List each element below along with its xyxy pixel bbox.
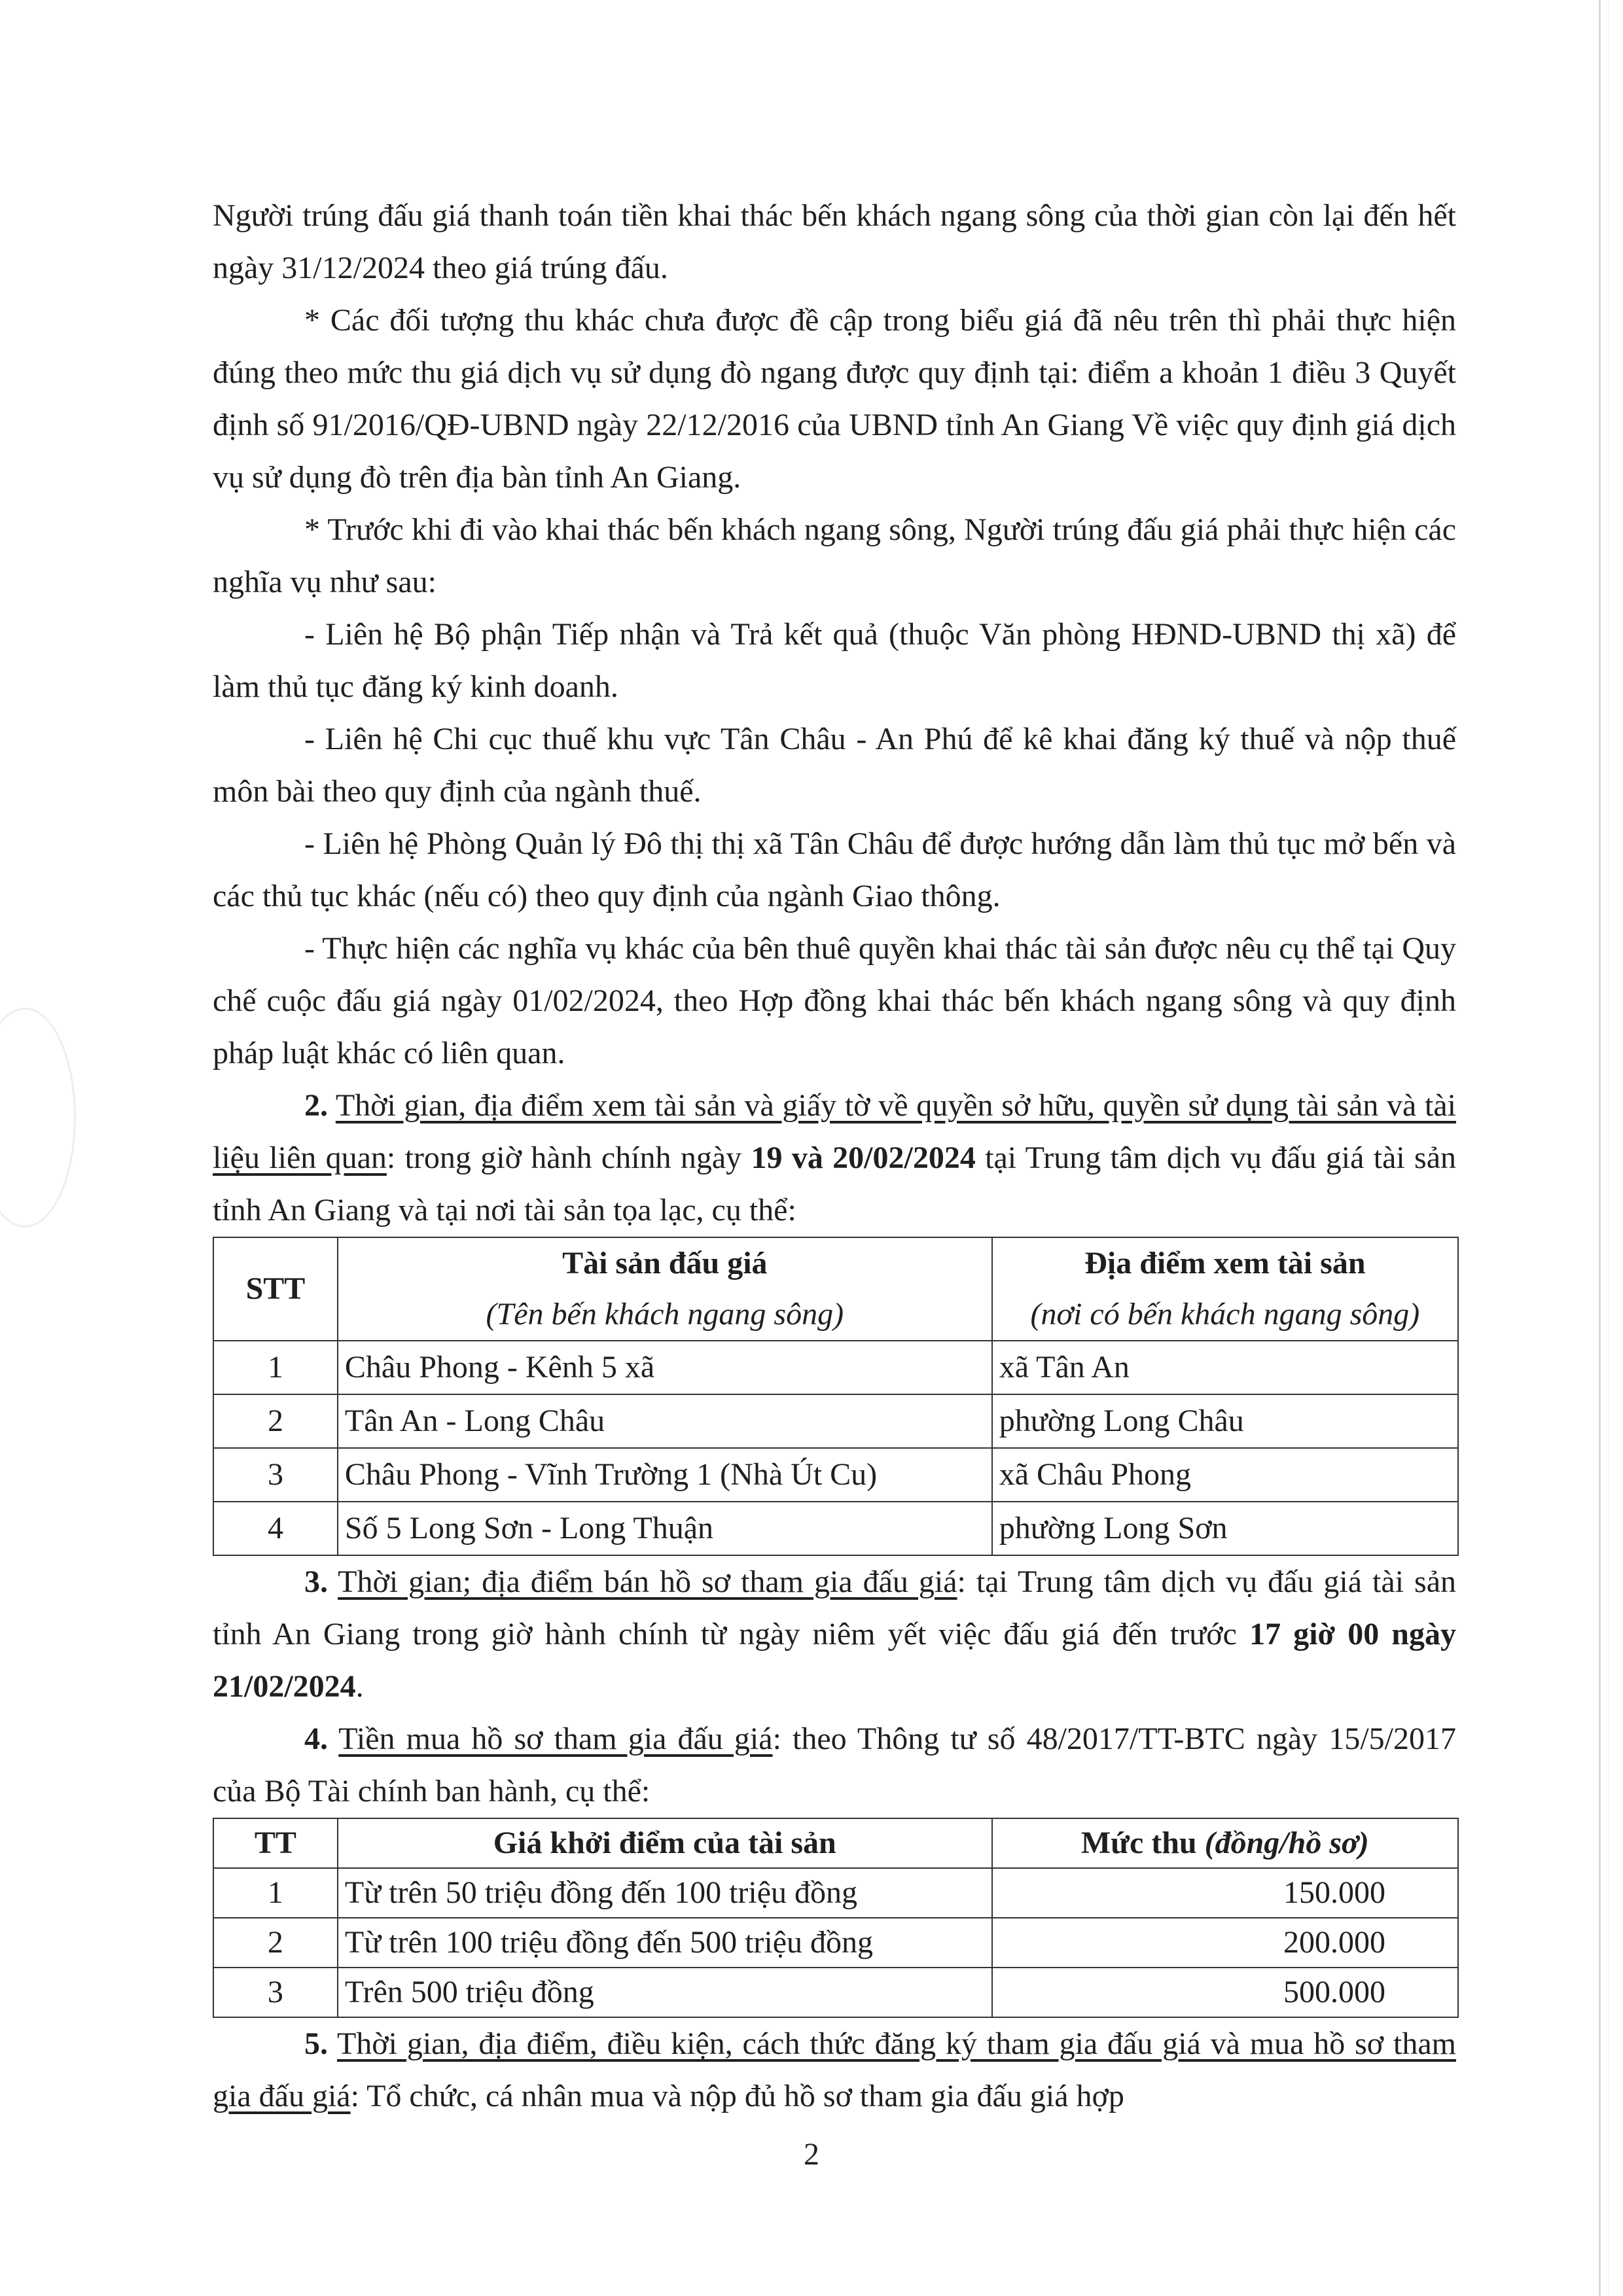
header-stt: STT — [213, 1237, 338, 1341]
section-5-text-a: : Tổ chức, cá nhân mua và nộp đủ hồ sơ tham gia đấu giá hợp — [350, 2079, 1124, 2113]
paragraph-obligation-other: - Thực hiện các nghĩa vụ khác của bên thuê quyền khai thác tài sản được nêu cụ thể tại Quy chế cuộc đấu giá ngày 01/02/2024, theo Hợp đồng khai thác bến khách ngang sông và quy định pháp luật khác có liên quan. — [213, 931, 1456, 1070]
section-3-text-a: : tại Trung tâm dịch vụ đấu giá tài sản tỉnh An Giang trong giờ hành chính từ ngày niêm yết việc đấu giá đến trước — [213, 1564, 1456, 1651]
section-2 — [213, 1080, 1456, 1237]
table-row — [213, 1968, 1458, 2017]
cell-stt: 4 — [213, 1502, 338, 1555]
section-4 — [213, 1713, 1456, 1818]
cell-fee: 200.000 — [992, 1918, 1458, 1968]
header-starting-price: Giá khởi điểm của tài sản — [338, 1818, 992, 1868]
section-5 — [213, 2018, 1456, 2123]
section-5-number: 5. — [304, 2026, 328, 2061]
section-4-number: 4. — [304, 1722, 328, 1756]
header-tt: TT — [213, 1818, 338, 1868]
paragraph-obligation-business-registration: - Liên hệ Bộ phận Tiếp nhận và Trả kết quả (thuộc Văn phòng HĐND-UBND thị xã) để làm thủ tục đăng ký kinh doanh. — [213, 617, 1456, 704]
paragraph-obligation-urban-management: - Liên hệ Phòng Quản lý Đô thị thị xã Tân Châu để được hướng dẫn làm thủ tục mở bến và các thủ tục khác (nếu có) theo quy định của ngành Giao thông. — [213, 826, 1456, 913]
section-3-deadline: 17 giờ 00 ngày 21/02/2024 — [213, 1617, 1457, 1704]
page-number: 2 — [804, 2137, 819, 2172]
section-3 — [213, 1556, 1456, 1713]
header-place — [992, 1237, 1458, 1341]
header-fee-label: Mức thu — [1080, 1826, 1205, 1860]
cell-price-range: Trên 500 triệu đồng — [338, 1968, 992, 2017]
section-2-dates: 19 và 20/02/2024 — [751, 1140, 976, 1175]
header-asset-subtitle: (Tên bến khách ngang sông) — [486, 1297, 844, 1332]
paragraph-obligations-intro: * Trước khi đi vào khai thác bến khách ngang sông, Người trúng đấu giá phải thực hiện các nghĩa vụ như sau: — [213, 512, 1456, 599]
section-3-title: Thời gian; địa điểm bán hồ sơ tham gia đấu giá — [338, 1564, 957, 1599]
header-fee-unit: (đồng/hồ sơ) — [1204, 1826, 1369, 1860]
cell-asset: Châu Phong - Vĩnh Trường 1 (Nhà Út Cu) — [338, 1448, 992, 1502]
table-header-row — [213, 1818, 1458, 1868]
header-place-title: Địa điểm xem tài sản — [1084, 1246, 1366, 1280]
scan-edge — [1599, 0, 1601, 2296]
cell-stt: 2 — [213, 1394, 338, 1448]
table-row — [213, 1394, 1458, 1448]
table-header-row — [213, 1237, 1458, 1341]
cell-price-range: Từ trên 50 triệu đồng đến 100 triệu đồng — [338, 1868, 992, 1918]
document-body — [213, 190, 1456, 2123]
cell-asset: Số 5 Long Sơn - Long Thuận — [338, 1502, 992, 1555]
section-4-text-a: : theo Thông tư số 48/2017/TT-BTC ngày 15/5/2017 của Bộ Tài chính ban hành, cụ thể: — [213, 1722, 1457, 1809]
cell-tt: 2 — [213, 1918, 338, 1968]
seal-bleed-mark — [0, 1008, 76, 1227]
table-row — [213, 1868, 1458, 1918]
paragraph-obligation-tax: - Liên hệ Chi cục thuế khu vực Tân Châu - An Phú để kê khai đăng ký thuế và nộp thuế môn bài theo quy định của ngành thuế. — [213, 722, 1456, 809]
cell-stt: 1 — [213, 1341, 338, 1394]
cell-fee: 500.000 — [992, 1968, 1458, 2017]
cell-fee: 150.000 — [992, 1868, 1458, 1918]
table-row — [213, 1341, 1458, 1394]
section-2-text-b: tại Trung tâm dịch vụ đấu giá tài sản tỉnh An Giang và tại nơi tài sản tọa lạc, cụ thể: — [213, 1140, 1457, 1227]
scan-edge-faint — [1608, 0, 1609, 2296]
header-asset-title: Tài sản đấu giá — [562, 1246, 768, 1280]
section-4-title: Tiền mua hồ sơ tham gia đấu giá — [338, 1722, 773, 1756]
cell-stt: 3 — [213, 1448, 338, 1502]
dossier-fee-table — [213, 1818, 1459, 2018]
section-2-text-a: : trong giờ hành chính ngày — [386, 1140, 751, 1175]
cell-place: phường Long Châu — [992, 1394, 1458, 1448]
cell-tt: 1 — [213, 1868, 338, 1918]
table-row — [213, 1448, 1458, 1502]
paragraph-other-fees: * Các đối tượng thu khác chưa được đề cập trong biểu giá đã nêu trên thì phải thực hiện đúng theo mức thu giá dịch vụ sử dụng đò ngang được quy định tại: điểm a khoản 1 điều 3 Quyết định số 91/2016/QĐ-UBND ngày 22/12/2016 của UBND tỉnh An Giang Về việc quy định giá dịch vụ sử dụng đò trên địa bàn tỉnh An Giang. — [213, 303, 1456, 495]
cell-asset: Tân An - Long Châu — [338, 1394, 992, 1448]
cell-place: xã Tân An — [992, 1341, 1458, 1394]
header-asset — [338, 1237, 992, 1341]
cell-tt: 3 — [213, 1968, 338, 2017]
viewing-locations-table — [213, 1237, 1459, 1556]
section-2-title: Thời gian, địa điểm xem tài sản và giấy tờ về quyền sở hữu, quyền sử dụng tài sản và tài liệu liên quan — [213, 1088, 1456, 1175]
cell-asset: Châu Phong - Kênh 5 xã — [338, 1341, 992, 1394]
table-row — [213, 1918, 1458, 1968]
cell-price-range: Từ trên 100 triệu đồng đến 500 triệu đồng — [338, 1918, 992, 1968]
paragraph-payment: Người trúng đấu giá thanh toán tiền khai thác bến khách ngang sông của thời gian còn lại đến hết ngày 31/12/2024 theo giá trúng đấu. — [213, 198, 1456, 285]
cell-place: phường Long Sơn — [992, 1502, 1458, 1555]
section-2-number: 2. — [304, 1088, 328, 1123]
table-row — [213, 1502, 1458, 1555]
header-place-subtitle: (nơi có bến khách ngang sông) — [1030, 1297, 1420, 1332]
header-fee — [992, 1818, 1458, 1868]
section-3-text-b: . — [355, 1669, 364, 1704]
section-3-number: 3. — [304, 1564, 328, 1599]
section-5-title: Thời gian, địa điểm, điều kiện, cách thức đăng ký tham gia đấu giá và mua hồ sơ tham gia đấu giá — [213, 2026, 1456, 2113]
cell-place: xã Châu Phong — [992, 1448, 1458, 1502]
